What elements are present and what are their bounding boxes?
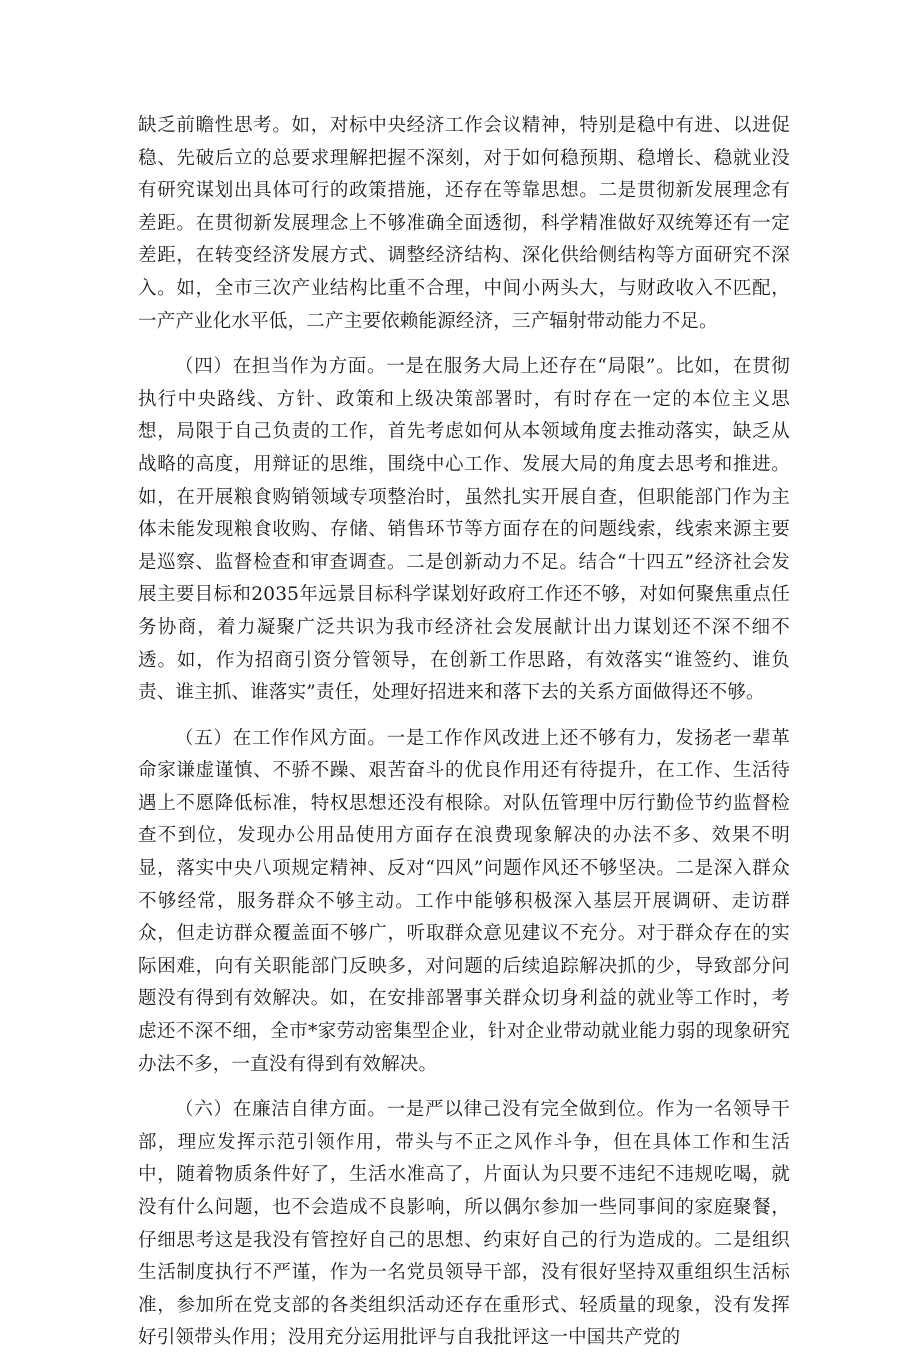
paragraph-continuation: 缺乏前瞻性思考。如，对标中央经济工作会议精神，特别是稳中有进、以进促稳、先破后立的总要求理解把握不深刻，对于如何稳预期、稳增长、稳就业没有研究谋划出具体可行的政策措施，还存在等靠思想。二是贯彻新发展理念有差距。在贯彻新发展理念上不够准确全面透彻，科学精准做好双统筹还有一定差距，在转变经济发展方式、调整经济结构、深化供给侧结构等方面研究不深入。如，全市三次产业结构比重不合理，中间小两头大，与财政收入不匹配，一产产业化水平低，二产主要依赖能源经济，三产辐射带动能力不足。 bbox=[138, 115, 790, 332]
paragraph-section-5: （五）在工作作风方面。一是工作作风改进上还不够有力，发扬老一辈革命家谦虚谨慎、不骄不躁、艰苦奋斗的优良作用还有待提升，在工作、生活待遇上不愿降低标准，特权思想还没有根除。对队伍管理中厉行勤俭节约监督检查不到位，发现办公用品使用方面存在浪费现象解决的办法不多、效果不明显，落实中央八项规定精神、反对“四风”问题作风还不够坚决。二是深入群众不够经常，服务群众不够主动。工作中能够积极深入基层开展调研、走访群众，但走访群众覆盖面不够广，听取群众意见建议不充分。对于群众存在的实际困难，向有关职能部门反映多，对问题的后续追踪解决抓的少，导致部分问题没有得到有效解决。如，在安排部署事关群众切身利益的就业等工作时，考虑还不深不细，全市*家劳动密集型企业，针对企业带动就业能力弱的现象研究办法不多，一直没有得到有效解决。 bbox=[138, 727, 790, 1075]
paragraph-section-4: （四）在担当作为方面。一是在服务大局上还存在“局限”。比如，在贯彻执行中央路线、方针、政策和上级决策部署时，有时存在一定的本位主义思想，局限于自己负责的工作，首先考虑如何从本领域角度去推动落实，缺乏从战略的高度，用辩证的思维，围绕中心工作、发展大局的角度去思考和推进。如，在开展粮食购销领域专项整治时，虽然扎实开展自查，但职能部门作为主体未能发现粮食收购、存储、销售环节等方面存在的问题线索，线索来源主要是巡察、监督检查和审查调查。二是创新动力不足。结合“十四五”经济社会发展主要目标和2035年远景目标科学谋划好政府工作还不够，对如何聚焦重点任务协商，着力凝聚广泛共识为我市经济社会发展献计出力谋划还不深不细不透。如，作为招商引资分管领导，在创新工作思路，有效落实“谁签约、谁负责、谁主抓、谁落实”责任，处理好招进来和落下去的关系方面做得还不够。 bbox=[138, 356, 790, 704]
paragraph-section-6: （六）在廉洁自律方面。一是严以律己没有完全做到位。作为一名领导干部，理应发挥示范引领作用，带头与不正之风作斗争，但在具体工作和生活中，随着物质条件好了，生活水准高了，片面认为只要不违纪不违规吃喝，就没有什么问题，也不会造成不良影响，所以偶尔参加一些同事间的家庭聚餐，仔细思考这是我没有管控好自己的思想、约束好自己的行为造成的。二是组织生活制度执行不严谨，作为一名党员领导干部，没有很好坚持双重组织生活标准，参加所在党支部的各类组织活动还存在重形式、轻质量的现象，没有发挥好引领带头作用；没用充分运用批评与自我批评这一中国共产党的 bbox=[138, 1099, 790, 1349]
document-body bbox=[138, 110, 790, 1355]
